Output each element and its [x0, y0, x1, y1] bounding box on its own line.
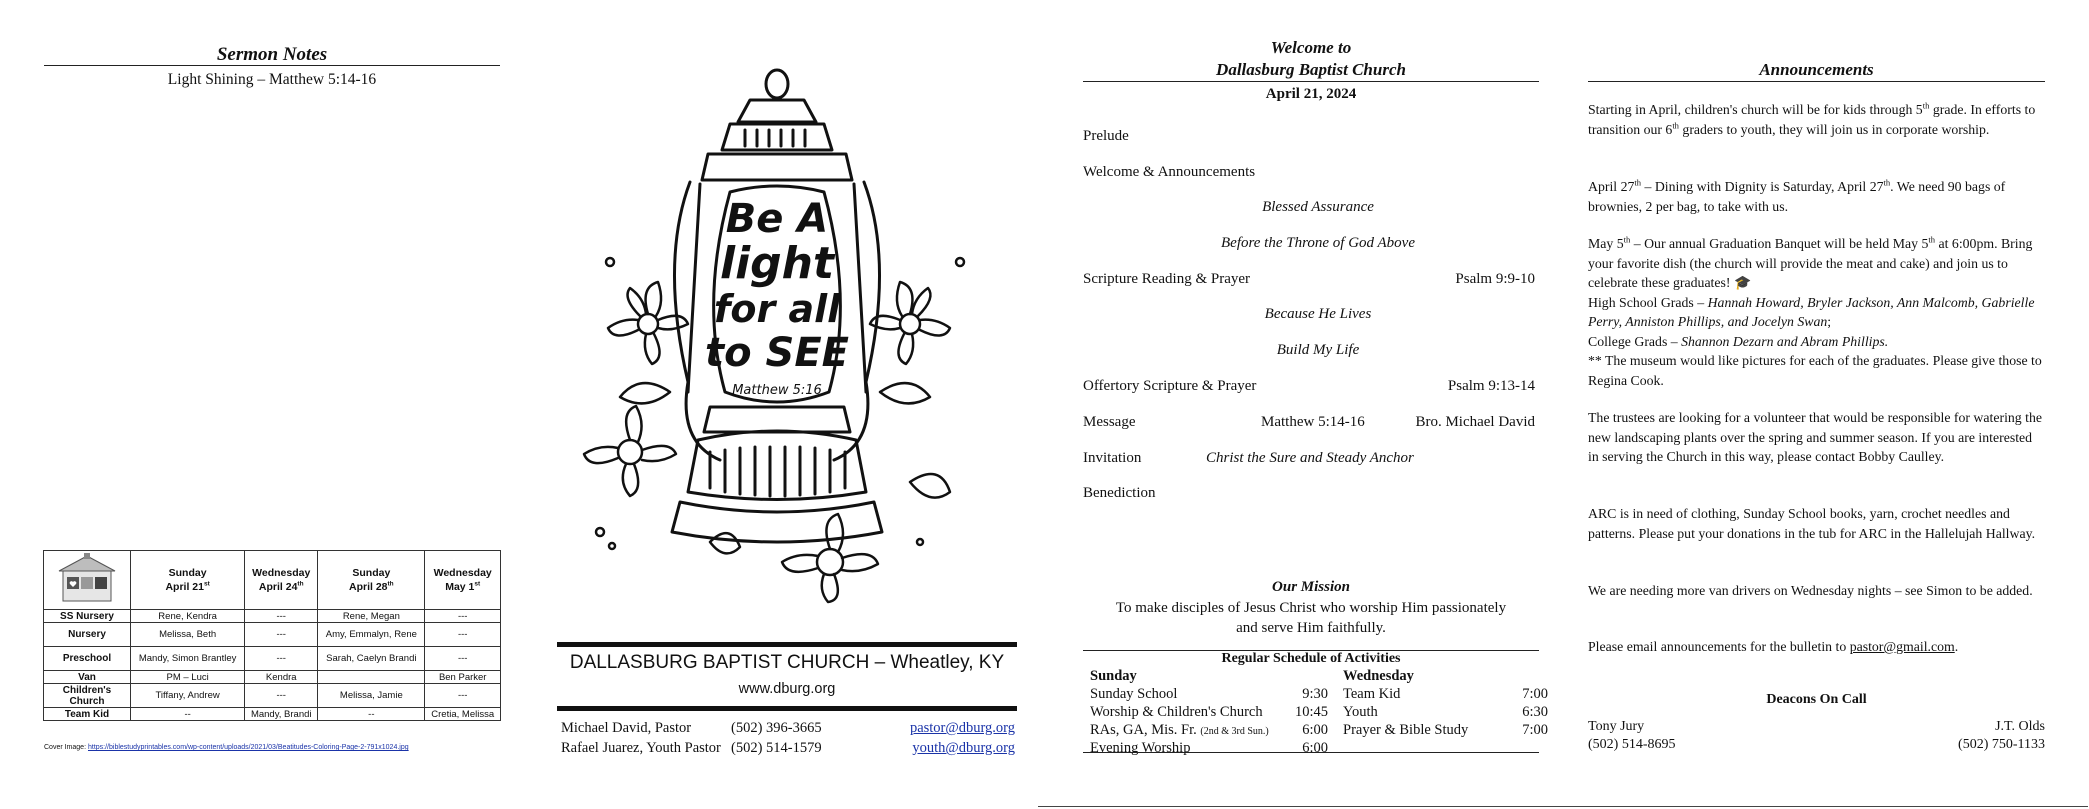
- announcement-trustees: The trustees are looking for a volunteer that would be responsible for watering the new landscaping plants over the spring and summer season. If you are interested in serving the Church in this way, please contact Bobby Caulley.: [1588, 410, 2043, 464]
- activities-wednesday-heading: Wednesday: [1343, 668, 1414, 684]
- welcome-heading-line2: Dallasburg Baptist Church: [1216, 60, 1406, 79]
- activity-time: 6:00: [1302, 740, 1328, 756]
- row-label: Preschool: [44, 647, 131, 671]
- table-row: [44, 708, 501, 721]
- announcement-childrens-church: Starting in April, children's church will be for kids through 5th grade. In efforts to transition our 6th graders to youth, they will join us in corporate worship.: [1588, 100, 2036, 137]
- item-message-ref: Matthew 5:14-16: [1261, 414, 1365, 430]
- announcement-van-drivers: We are needing more van drivers on Wednesday nights – see Simon to be added.: [1588, 583, 2033, 598]
- mission-title: Our Mission: [1272, 579, 1350, 595]
- lantern-cover-illustration: [570, 62, 1000, 607]
- table-cell: ---: [425, 647, 501, 671]
- song-title: Build My Life: [1276, 342, 1360, 358]
- table-cell: Rene, Kendra: [131, 610, 245, 623]
- item-scripture-ref: Psalm 9:9-10: [1455, 271, 1535, 287]
- activity-note: (2nd & 3rd Sun.): [1200, 726, 1269, 737]
- row-label: Team Kid: [44, 708, 131, 721]
- activity-time: 7:00: [1522, 722, 1548, 738]
- table-cell: ---: [425, 610, 501, 623]
- table-col-header: Sunday April 21st: [131, 551, 245, 610]
- table-cell: Rene, Megan: [318, 610, 425, 623]
- table-cell: Ben Parker: [425, 671, 501, 684]
- staff-name: Rafael Juarez, Youth Pastor: [561, 740, 721, 756]
- staff-email-link[interactable]: pastor@dburg.org: [909, 720, 1015, 736]
- table-cell: Tiffany, Andrew: [131, 684, 245, 708]
- table-row: [44, 684, 501, 708]
- announcements-title: Announcements: [1759, 60, 1874, 79]
- item-invitation-label: Invitation: [1083, 450, 1142, 466]
- table-cell: Amy, Emmalyn, Rene: [318, 623, 425, 647]
- sermon-notes-title: Sermon Notes: [216, 44, 328, 65]
- item-offertory-ref: Psalm 9:13-14: [1447, 378, 1535, 394]
- item-invitation-song: Christ the Sure and Steady Anchor: [1206, 450, 1414, 466]
- item-scripture-label: Scripture Reading & Prayer: [1083, 271, 1251, 287]
- cover-credit-link[interactable]: https://biblestudyprintables.com/wp-content/uploads/2021/03/Beatitudes-Coloring-Page-2-791x1024.jpg: [87, 744, 409, 751]
- announcement-email: Please email announcements for the bulletin to pastor@gmail.com.: [1588, 639, 1959, 654]
- church-name: DALLASBURG BAPTIST CHURCH – Wheatley, KY: [569, 652, 1005, 673]
- cover-text-line1: Be A: [725, 196, 829, 242]
- deacon-name: J.T. Olds: [1995, 719, 2045, 734]
- song-title: Because He Lives: [1264, 306, 1372, 322]
- table-header-row: [44, 551, 501, 610]
- welcome-heading-line1: Welcome to: [1270, 38, 1352, 57]
- page-bottom-rule: [1038, 806, 2088, 807]
- table-cell: Mandy, Simon Brantley: [131, 647, 245, 671]
- activity-time: 6:00: [1302, 722, 1328, 738]
- announcement-graduation-banquet: May 5th – Our annual Graduation Banquet will be held May 5th at 6:00pm. Bring your favorite dish (the church will provide the meat and cake) and join us to celebrate these graduates! 🎓 High School Grads – Hannah Howard, Bryler Jackson, Ann Malcomb, Gabrielle Perry, Anniston Phillips, and Jocelyn Swan; College Grads – Shannon Dezarn and Abram Phillips. ** The museum would like pictures for each of the graduates. Please give those to Regina Cook.: [1588, 234, 2042, 388]
- church-logo-cell: [44, 551, 131, 610]
- sermon-notes-rule: [44, 65, 500, 66]
- table-col-header: Sunday April 28th: [318, 551, 425, 610]
- table-cell: PM – Luci: [131, 671, 245, 684]
- announcement-dining-with-dignity: April 27th – Dining with Dignity is Saturday, April 27th. We need 90 bags of brownies, 2 per bag, to take with us.: [1588, 177, 2006, 214]
- table-cell: ---: [425, 623, 501, 647]
- table-cell: ---: [245, 684, 318, 708]
- table-cell: --: [131, 708, 245, 721]
- table-cell: --: [318, 708, 425, 721]
- activity-name: RAs, GA, Mis. Fr.: [1090, 722, 1197, 738]
- item-offertory-label: Offertory Scripture & Prayer: [1083, 378, 1257, 394]
- cover-text-line2: light: [719, 238, 835, 289]
- church-website[interactable]: www.dburg.org: [738, 681, 836, 697]
- church-logo-icon: [55, 553, 119, 603]
- activity-time: 7:00: [1522, 686, 1548, 702]
- announcement-arc: ARC is in need of clothing, Sunday School books, yarn, crochet needles and patterns. Please put your donations in the tub for ARC in the Hallelujah Hallway.: [1588, 506, 2036, 541]
- table-cell: ---: [245, 623, 318, 647]
- mission-line1: To make disciples of Jesus Christ who worship Him passionately: [1115, 600, 1507, 616]
- table-row: [44, 610, 501, 623]
- table-row: [44, 647, 501, 671]
- row-label: Nursery: [44, 623, 131, 647]
- activities-bottom-rule: [1083, 752, 1539, 753]
- cover-reference: Matthew 5:16: [732, 383, 822, 398]
- table-cell: Kendra: [245, 671, 318, 684]
- table-cell: Sarah, Caelyn Brandi: [318, 647, 425, 671]
- staff-phone: (502) 514-1579: [731, 740, 822, 756]
- activity-time: 6:30: [1522, 704, 1548, 720]
- volunteer-schedule-table: [43, 550, 501, 721]
- table-cell: Cretia, Melissa: [425, 708, 501, 721]
- staff-row-pastor: [561, 720, 1015, 740]
- mission-line2: and serve Him faithfully.: [1236, 620, 1386, 636]
- cover-bottom-rule: [557, 706, 1017, 711]
- activity-name: Worship & Children's Church: [1090, 704, 1263, 720]
- cover-image-credit: [44, 744, 409, 751]
- staff-email-link[interactable]: youth@dburg.org: [912, 740, 1015, 756]
- deacon-phone: (502) 750-1133: [1958, 737, 2045, 752]
- welcome-rule: [1083, 81, 1539, 82]
- row-label: SS Nursery: [44, 610, 131, 623]
- staff-name: Michael David, Pastor: [561, 720, 692, 736]
- activity-name: Prayer & Bible Study: [1343, 722, 1469, 738]
- row-label: Children's Church: [44, 684, 131, 708]
- announcement-email-link[interactable]: pastor@gmail.com: [1849, 639, 1955, 654]
- cover-top-rule: [557, 642, 1017, 647]
- activity-time: 10:45: [1294, 704, 1328, 720]
- table-cell: ---: [245, 610, 318, 623]
- cover-text-line3: for all: [713, 287, 841, 331]
- activity-name: Team Kid: [1343, 686, 1401, 702]
- table-row: [44, 671, 501, 684]
- service-date: April 21, 2024: [1265, 86, 1357, 102]
- item-message-label: Message: [1083, 414, 1136, 430]
- graduation-cap-icon: 🎓: [1733, 275, 1752, 290]
- table-cell: Melissa, Jamie: [318, 684, 425, 708]
- activity-name-with-note: [1090, 721, 1269, 741]
- activities-title: Regular Schedule of Activities: [1221, 651, 1401, 666]
- table-cell: ---: [245, 647, 318, 671]
- activity-time: 9:30: [1302, 686, 1328, 702]
- activity-name: Youth: [1343, 704, 1378, 720]
- table-col-header: Wednesday May 1st: [425, 551, 501, 610]
- activity-name: Evening Worship: [1090, 740, 1191, 756]
- staff-phone: (502) 396-3665: [731, 720, 822, 736]
- item-benediction: Benediction: [1083, 485, 1156, 501]
- song-title: Blessed Assurance: [1262, 199, 1374, 215]
- table-cell: [318, 671, 425, 684]
- item-prelude: Prelude: [1083, 128, 1129, 144]
- item-welcome-announcements: Welcome & Announcements: [1083, 164, 1256, 180]
- table-col-header: Wednesday April 24th: [245, 551, 318, 610]
- table-cell: Mandy, Brandi: [245, 708, 318, 721]
- deacons-title: Deacons On Call: [1766, 692, 1867, 707]
- deacon-name: Tony Jury: [1588, 719, 1645, 734]
- sermon-notes-subtitle: Light Shining – Matthew 5:14-16: [167, 71, 377, 88]
- cover-credit-label: Cover Image:: [44, 744, 87, 751]
- table-row: [44, 623, 501, 647]
- cover-text-line4: to SEE: [705, 330, 849, 376]
- deacon-phone: (502) 514-8695: [1588, 737, 1676, 752]
- table-cell: Melissa, Beth: [131, 623, 245, 647]
- song-title: Before the Throne of God Above: [1221, 235, 1415, 251]
- table-cell: ---: [425, 684, 501, 708]
- item-message-speaker: Bro. Michael David: [1415, 414, 1535, 430]
- activity-name: Sunday School: [1090, 686, 1178, 702]
- row-label: Van: [44, 671, 131, 684]
- activities-sunday-heading: Sunday: [1090, 668, 1137, 684]
- staff-row-youth-pastor: [561, 740, 1015, 760]
- announcements-rule: [1588, 81, 2045, 82]
